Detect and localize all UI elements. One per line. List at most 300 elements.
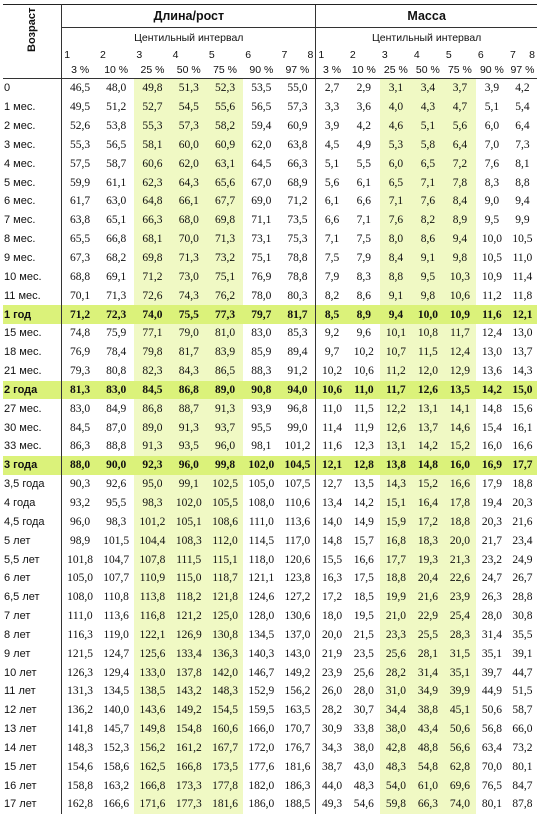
mass-value-cell: 2,9	[356, 82, 372, 95]
height-value-cell: 68,1	[134, 230, 170, 249]
height-value-cell: 166,6	[103, 798, 130, 811]
mass-value-cell: 28,0	[353, 685, 374, 698]
mass-value-cell: 54,0	[380, 776, 412, 795]
height-value-cell: 117,0	[284, 534, 311, 547]
height-value-cell: 88,3	[251, 365, 272, 378]
table-row	[3, 720, 537, 739]
mass-value-cell: 6,4	[444, 136, 476, 155]
mass-interval-number: 1	[316, 48, 348, 62]
height-value-cell: 67,0	[251, 176, 272, 189]
mass-value-cell: 17,7	[508, 456, 537, 475]
mass-value-cell: 12,4	[481, 327, 502, 340]
mass-value-cell: 38,8	[412, 701, 444, 720]
height-value-cell: 113,6	[103, 610, 129, 623]
height-value-cell: 130,6	[284, 610, 311, 623]
height-value-cell: 81,7	[171, 343, 207, 362]
mass-value-cell: 5,1	[412, 117, 444, 136]
mass-value-cell: 7,1	[356, 214, 372, 227]
height-value-cell: 133,0	[134, 663, 170, 682]
mass-value-cell: 25,4	[444, 607, 476, 626]
height-value-cell: 80,8	[106, 365, 127, 378]
table-row	[3, 776, 537, 795]
mass-value-cell: 11,7	[444, 324, 476, 343]
mass-value-cell: 8,9	[348, 305, 380, 324]
table-row	[3, 136, 537, 155]
mass-value-cell: 12,4	[444, 343, 476, 362]
mass-value-cell: 12,3	[353, 440, 374, 453]
mass-value-cell: 8,1	[515, 157, 530, 170]
mass-value-cell: 6,6	[356, 195, 372, 208]
table-row	[3, 475, 537, 494]
mass-value-cell: 4,5	[316, 136, 348, 155]
height-value-cell: 107,8	[134, 550, 170, 569]
mass-value-cell: 7,5	[316, 249, 348, 268]
height-value-cell: 77,1	[134, 324, 170, 343]
mass-value-cell: 11,0	[348, 381, 380, 400]
height-value-cell: 89,4	[287, 346, 308, 359]
height-value-cell: 48,0	[106, 82, 127, 95]
table-row	[3, 663, 537, 682]
mass-value-cell: 14,9	[353, 515, 374, 528]
height-value-cell: 181,6	[207, 795, 243, 814]
mass-value-cell: 12,0	[412, 362, 444, 381]
mass-value-cell: 4,7	[444, 98, 476, 117]
mass-value-cell: 13,1	[412, 399, 444, 418]
mass-percentile-header: 3 %	[316, 62, 348, 79]
mass-value-cell: 3,9	[316, 117, 348, 136]
age-cell: 1 год	[3, 305, 62, 324]
mass-value-cell: 15,4	[481, 421, 502, 434]
mass-value-cell: 17,7	[380, 550, 412, 569]
height-interval-number: 3	[136, 49, 143, 61]
age-cell: 6 лет	[3, 569, 62, 588]
height-value-cell: 110,9	[134, 569, 170, 588]
height-value-cell: 58,7	[106, 157, 127, 170]
height-value-cell: 120,6	[284, 553, 311, 566]
height-value-cell: 140,3	[248, 647, 275, 660]
mass-value-cell: 9,6	[356, 327, 372, 340]
table-row	[3, 324, 537, 343]
height-value-cell: 107,7	[103, 572, 130, 585]
table-row	[3, 569, 537, 588]
height-value-cell: 65,1	[106, 214, 127, 227]
mass-value-cell: 12,7	[316, 475, 348, 494]
height-value-cell: 118,7	[207, 569, 243, 588]
table-row	[3, 79, 537, 98]
mass-value-cell: 31,0	[380, 682, 412, 701]
height-value-cell: 67,7	[207, 192, 243, 211]
height-value-cell: 149,2	[171, 701, 207, 720]
mass-value-cell: 8,3	[484, 176, 500, 189]
mass-value-cell: 4,0	[380, 98, 412, 117]
mass-value-cell: 7,6	[484, 157, 500, 170]
mass-percentile-header: 10 %	[348, 62, 380, 79]
mass-value-cell: 17,2	[316, 588, 348, 607]
height-value-cell: 134,5	[248, 628, 275, 641]
height-value-cell: 71,2	[287, 195, 308, 208]
mass-value-cell: 16,1	[512, 421, 533, 434]
height-value-cell: 78,0	[251, 289, 272, 302]
mass-value-cell: 10,5	[481, 252, 502, 265]
mass-value-cell: 35,5	[512, 628, 533, 641]
mass-value-cell: 54,6	[353, 798, 374, 811]
mass-value-cell: 10,6	[444, 286, 476, 305]
height-value-cell: 140,0	[103, 704, 130, 717]
mass-value-cell: 31,4	[481, 628, 502, 641]
table-row	[3, 418, 537, 437]
height-value-cell: 73,0	[171, 267, 207, 286]
age-cell: 1 мес.	[3, 98, 62, 117]
height-value-cell: 121,1	[248, 572, 275, 585]
height-value-cell: 63,1	[207, 154, 243, 173]
mass-value-cell: 11,2	[482, 289, 502, 302]
age-cell: 3 мес.	[3, 136, 62, 155]
height-value-cell: 58,1	[134, 136, 170, 155]
mass-value-cell: 11,9	[354, 421, 374, 434]
height-value-cell: 71,3	[171, 249, 207, 268]
height-value-cell: 149,2	[284, 666, 311, 679]
height-value-cell: 70,1	[70, 289, 91, 302]
height-value-cell: 137,8	[171, 663, 207, 682]
height-value-cell: 71,2	[62, 305, 98, 324]
mass-value-cell: 12,8	[348, 456, 380, 475]
age-cell: 30 мес.	[3, 418, 62, 437]
mass-value-cell: 30,9	[316, 720, 348, 739]
age-cell: 6 мес.	[3, 192, 62, 211]
height-value-cell: 166,8	[134, 776, 170, 795]
mass-value-cell: 3,1	[380, 79, 412, 98]
mass-value-cell: 16,4	[412, 494, 444, 513]
mass-value-cell: 73,2	[512, 741, 533, 754]
height-value-cell: 108,0	[67, 591, 94, 604]
mass-value-cell: 7,5	[356, 233, 372, 246]
mass-value-cell: 15,7	[353, 534, 374, 547]
age-cell: 3,5 года	[3, 475, 62, 494]
height-group-header: Длина/рост	[62, 5, 316, 28]
mass-value-cell: 8,6	[412, 230, 444, 249]
mass-value-cell: 7,3	[515, 138, 530, 151]
mass-value-cell: 13,7	[412, 418, 444, 437]
mass-value-cell: 10,6	[316, 381, 348, 400]
mass-value-cell: 13,0	[512, 327, 533, 340]
height-value-cell: 91,3	[134, 437, 170, 456]
mass-value-cell: 25,6	[353, 666, 374, 679]
mass-value-cell: 9,1	[412, 249, 444, 268]
height-value-cell: 86,8	[134, 399, 170, 418]
height-value-cell: 128,0	[248, 610, 275, 623]
height-value-cell: 74,0	[134, 305, 170, 324]
height-interval-number: 5	[208, 49, 215, 61]
mass-value-cell: 14,2	[412, 437, 444, 456]
height-value-cell: 104,5	[280, 456, 316, 475]
mass-value-cell: 18,8	[380, 569, 412, 588]
age-cell: 8 мес.	[3, 230, 62, 249]
mass-percentile-header: 50 %	[412, 62, 444, 79]
height-value-cell: 134,5	[103, 685, 130, 698]
height-value-cell: 80,3	[287, 289, 308, 302]
mass-group-header: Масса	[316, 5, 537, 28]
mass-value-cell: 14,3	[380, 475, 412, 494]
height-value-cell: 126,9	[171, 625, 207, 644]
table-row	[3, 381, 537, 400]
table-row	[3, 305, 537, 324]
mass-value-cell: 10,0	[481, 233, 502, 246]
mass-value-cell: 18,0	[316, 607, 348, 626]
height-value-cell: 84,5	[134, 381, 170, 400]
age-cell: 33 мес.	[3, 437, 62, 456]
height-percentile-header: 75 %	[207, 62, 243, 79]
mass-interval-number-end: 8	[529, 49, 535, 61]
mass-value-cell: 44,7	[512, 666, 533, 679]
height-value-cell: 68,0	[171, 211, 207, 230]
mass-value-cell: 4,9	[356, 138, 372, 151]
mass-value-cell: 20,4	[412, 569, 444, 588]
mass-value-cell: 31,4	[412, 663, 444, 682]
height-value-cell: 95,5	[106, 496, 127, 509]
height-value-cell: 79,7	[243, 305, 279, 324]
height-value-cell: 101,5	[103, 534, 130, 547]
age-cell: 10 мес.	[3, 267, 62, 286]
mass-value-cell: 7,0	[484, 138, 500, 151]
height-value-cell: 91,3	[207, 399, 243, 418]
mass-interval-number: 3	[381, 49, 388, 61]
mass-value-cell: 22,9	[412, 607, 444, 626]
height-value-cell: 96,0	[70, 515, 91, 528]
mass-value-cell: 38,0	[380, 720, 412, 739]
mass-value-cell: 3,6	[356, 101, 372, 114]
mass-value-cell: 11,4	[316, 418, 348, 437]
height-value-cell: 112,0	[207, 531, 243, 550]
mass-value-cell: 10,1	[380, 324, 412, 343]
mass-value-cell: 7,8	[444, 173, 476, 192]
age-cell: 7 лет	[3, 607, 62, 626]
height-value-cell: 162,5	[134, 757, 170, 776]
mass-value-cell: 66,0	[512, 723, 533, 736]
table-row	[3, 625, 537, 644]
mass-value-cell: 17,2	[412, 512, 444, 531]
mass-value-cell: 4,2	[515, 82, 530, 95]
mass-value-cell: 9,4	[380, 305, 412, 324]
height-value-cell: 62,0	[171, 154, 207, 173]
table-row	[3, 512, 537, 531]
mass-value-cell: 5,6	[444, 117, 476, 136]
mass-value-cell: 30,7	[353, 704, 374, 717]
mass-value-cell: 4,3	[412, 98, 444, 117]
mass-value-cell: 21,9	[316, 644, 348, 663]
mass-value-cell: 34,4	[380, 701, 412, 720]
height-value-cell: 57,3	[287, 101, 308, 114]
mass-value-cell: 9,1	[380, 286, 412, 305]
height-value-cell: 96,0	[207, 437, 243, 456]
height-interval-number: 7 8	[281, 49, 314, 61]
table-row	[3, 98, 537, 117]
mass-value-cell: 13,5	[444, 381, 476, 400]
mass-interval-number: 7 8	[509, 49, 535, 61]
height-value-cell: 188,5	[284, 798, 311, 811]
height-value-cell: 123,8	[284, 572, 311, 585]
height-value-cell: 163,5	[284, 704, 311, 717]
height-value-cell: 78,8	[287, 270, 308, 283]
height-value-cell: 63,8	[70, 214, 91, 227]
age-cell: 6,5 лет	[3, 588, 62, 607]
mass-value-cell: 84,7	[512, 779, 533, 792]
mass-value-cell: 34,3	[316, 739, 348, 758]
mass-value-cell: 7,1	[412, 173, 444, 192]
height-value-cell: 98,3	[134, 494, 170, 513]
mass-value-cell: 70,0	[481, 760, 502, 773]
height-value-cell: 51,2	[106, 101, 127, 114]
mass-value-cell: 19,5	[353, 610, 374, 623]
height-value-cell: 76,9	[251, 270, 272, 283]
height-value-cell: 176,7	[284, 741, 311, 754]
height-value-cell: 51,3	[171, 79, 207, 98]
mass-value-cell: 48,3	[380, 757, 412, 776]
height-value-cell: 83,9	[207, 343, 243, 362]
mass-value-cell: 15,0	[508, 381, 537, 400]
height-value-cell: 160,6	[207, 720, 243, 739]
height-value-cell: 86,8	[171, 381, 207, 400]
height-value-cell: 173,5	[207, 757, 243, 776]
mass-centile-label: Центильный интервал	[316, 28, 537, 49]
mass-value-cell: 20,3	[481, 515, 502, 528]
table-row	[3, 286, 537, 305]
height-value-cell: 96,8	[287, 402, 308, 415]
height-value-cell: 69,1	[106, 270, 127, 283]
mass-percentile-header: 90 %	[476, 62, 508, 79]
mass-value-cell: 59,8	[380, 795, 412, 814]
height-percentile-header: 10 %	[98, 62, 134, 79]
age-cell: 11 мес.	[3, 286, 62, 305]
height-value-cell: 105,5	[207, 494, 243, 513]
mass-value-cell: 30,8	[512, 610, 533, 623]
height-value-cell: 182,0	[248, 779, 275, 792]
mass-value-cell: 19,4	[481, 496, 502, 509]
mass-value-cell: 20,3	[512, 496, 533, 509]
height-value-cell: 127,2	[284, 591, 311, 604]
height-value-cell: 90,0	[98, 456, 134, 475]
height-value-cell: 71,1	[251, 214, 272, 227]
height-value-cell: 170,7	[284, 723, 311, 736]
height-value-cell: 67,3	[70, 252, 91, 265]
mass-value-cell: 5,5	[356, 157, 372, 170]
height-value-cell: 71,3	[106, 289, 127, 302]
mass-value-cell: 12,2	[380, 399, 412, 418]
height-value-cell: 136,3	[207, 644, 243, 663]
height-value-cell: 88,8	[106, 440, 127, 453]
mass-value-cell: 17,8	[444, 494, 476, 513]
mass-value-cell: 9,9	[515, 214, 530, 227]
mass-value-cell: 2,7	[316, 79, 348, 98]
age-cell: 5,5 лет	[3, 550, 62, 569]
mass-value-cell: 10,9	[444, 305, 476, 324]
height-percentile-header: 97 %	[280, 62, 316, 79]
mass-value-cell: 15,1	[380, 494, 412, 513]
height-value-cell: 68,2	[106, 252, 127, 265]
height-interval-number: 4	[172, 49, 179, 61]
mass-value-cell: 26,3	[481, 591, 502, 604]
height-value-cell: 62,0	[251, 138, 272, 151]
mass-value-cell: 50,6	[481, 704, 502, 717]
height-value-cell: 124,7	[103, 647, 130, 660]
height-value-cell: 85,9	[251, 346, 272, 359]
mass-value-cell: 5,6	[316, 173, 348, 192]
mass-value-cell: 7,2	[444, 154, 476, 173]
mass-value-cell: 49,3	[316, 795, 348, 814]
height-value-cell: 159,5	[248, 704, 275, 717]
height-value-cell: 138,5	[134, 682, 170, 701]
height-value-cell: 72,3	[98, 305, 134, 324]
height-value-cell: 57,3	[171, 117, 207, 136]
height-value-cell: 141,8	[67, 723, 94, 736]
mass-value-cell: 9,4	[444, 230, 476, 249]
height-value-cell: 55,3	[70, 138, 91, 151]
height-value-cell: 162,8	[67, 798, 94, 811]
mass-value-cell: 43,4	[412, 720, 444, 739]
mass-value-cell: 35,1	[481, 647, 502, 660]
mass-value-cell: 4,2	[356, 120, 372, 133]
height-value-cell: 111,0	[248, 515, 274, 528]
table-row	[3, 437, 537, 456]
mass-value-cell: 38,7	[316, 757, 348, 776]
height-value-cell: 54,5	[171, 98, 207, 117]
mass-value-cell: 14,2	[353, 496, 374, 509]
age-cell: 8 лет	[3, 625, 62, 644]
height-value-cell: 116,3	[67, 628, 93, 641]
mass-value-cell: 10,0	[412, 305, 444, 324]
height-value-cell: 62,3	[134, 173, 170, 192]
mass-value-cell: 8,2	[316, 286, 348, 305]
height-value-cell: 86,5	[207, 362, 243, 381]
mass-value-cell: 13,6	[481, 365, 502, 378]
height-value-cell: 111,5	[171, 550, 207, 569]
age-cell: 12 лет	[3, 701, 62, 720]
mass-value-cell: 69,6	[444, 776, 476, 795]
mass-value-cell: 20,0	[316, 625, 348, 644]
mass-value-cell: 12,1	[508, 305, 537, 324]
height-value-cell: 115,1	[207, 550, 243, 569]
height-value-cell: 82,3	[134, 362, 170, 381]
mass-value-cell: 13,7	[512, 346, 533, 359]
height-value-cell: 66,1	[171, 192, 207, 211]
height-value-cell: 72,6	[134, 286, 170, 305]
mass-value-cell: 17,9	[481, 478, 502, 491]
height-value-cell: 125,0	[207, 607, 243, 626]
mass-value-cell: 51,5	[512, 685, 533, 698]
height-interval-number: 1	[64, 49, 71, 61]
height-value-cell: 61,1	[106, 176, 127, 189]
height-value-cell: 65,5	[70, 233, 91, 246]
table-row	[3, 117, 537, 136]
mass-value-cell: 14,6	[444, 418, 476, 437]
age-cell: 5 лет	[3, 531, 62, 550]
height-value-cell: 68,8	[70, 270, 91, 283]
mass-value-cell: 15,9	[380, 512, 412, 531]
height-value-cell: 113,8	[134, 588, 170, 607]
height-value-cell: 75,3	[287, 233, 308, 246]
height-value-cell: 110,8	[103, 591, 129, 604]
mass-value-cell: 11,5	[412, 343, 444, 362]
mass-value-cell: 8,9	[444, 211, 476, 230]
mass-value-cell: 21,3	[444, 550, 476, 569]
height-value-cell: 66,8	[106, 233, 127, 246]
height-value-cell: 142,0	[207, 663, 243, 682]
height-value-cell: 81,3	[62, 381, 98, 400]
height-value-cell: 75,1	[251, 252, 272, 265]
height-value-cell: 75,1	[207, 267, 243, 286]
mass-value-cell: 9,5	[484, 214, 500, 227]
height-value-cell: 86,3	[70, 440, 91, 453]
mass-value-cell: 39,1	[512, 647, 533, 660]
